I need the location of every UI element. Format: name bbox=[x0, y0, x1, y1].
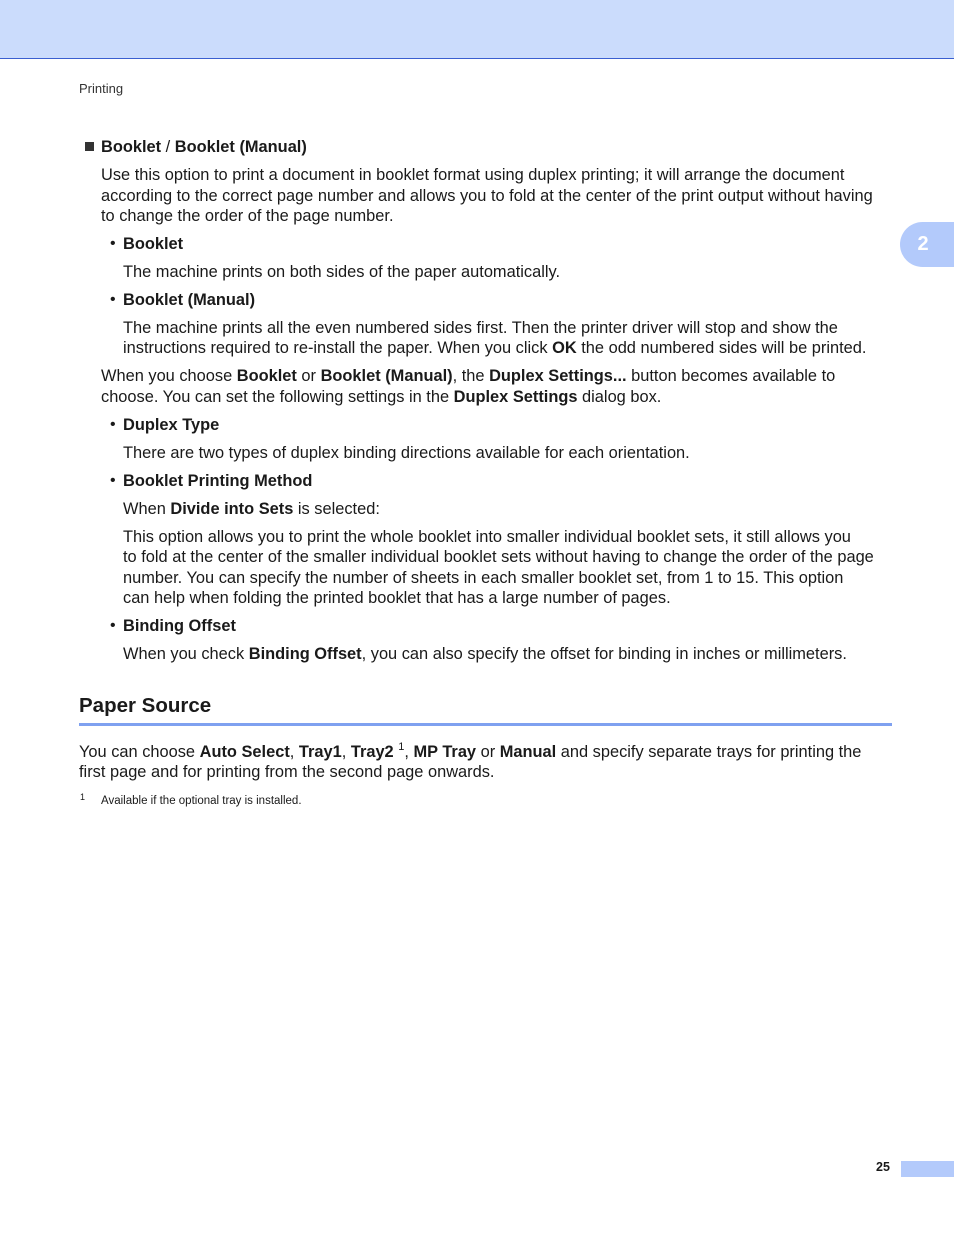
bullet-dot: • bbox=[110, 291, 116, 308]
term-mp-tray: MP Tray bbox=[413, 743, 477, 761]
item-booklet-title: Booklet bbox=[123, 235, 184, 253]
term-binding-offset: Binding Offset bbox=[248, 645, 362, 663]
text: and specify separate trays for printing the bbox=[556, 743, 862, 761]
text: When you check bbox=[123, 645, 249, 663]
duplex-type-title: Duplex Type bbox=[123, 416, 220, 434]
paper-source-line1 bbox=[79, 742, 861, 763]
term-auto-select: Auto Select bbox=[199, 743, 290, 761]
term-tray2: Tray2 bbox=[350, 743, 394, 761]
item-booklet-desc: The machine prints on both sides of the paper automatically. bbox=[123, 263, 561, 281]
item-booklet-manual-title: Booklet (Manual) bbox=[123, 291, 256, 309]
binding-offset-title: Binding Offset bbox=[123, 617, 236, 635]
section-rule bbox=[79, 723, 892, 726]
desc-text: the odd numbered sides will be printed. bbox=[576, 339, 867, 357]
term-divide-into-sets: Divide into Sets bbox=[170, 500, 294, 518]
bullet-dot: • bbox=[110, 235, 116, 252]
paper-source-line2: first page and for printing from the second page onwards. bbox=[79, 763, 495, 781]
text: or bbox=[476, 743, 500, 761]
binding-offset-desc bbox=[123, 644, 847, 665]
header-band bbox=[0, 0, 954, 59]
term-duplex-settings-button: Duplex Settings... bbox=[489, 367, 627, 385]
text: When bbox=[123, 500, 171, 518]
when-choose-line1 bbox=[101, 366, 835, 387]
chapter-number: 2 bbox=[917, 233, 929, 255]
booklet-heading-a: Booklet bbox=[101, 138, 162, 156]
bullet-dot: • bbox=[110, 416, 116, 433]
booklet-heading-sep: / bbox=[161, 138, 175, 156]
square-bullet-icon bbox=[85, 142, 94, 151]
booklet-intro-line2: according to the correct page number and allows you to fold at the center of the print output without having bbox=[101, 187, 873, 205]
section-title-paper-source: Paper Source bbox=[79, 694, 212, 717]
printing-method-desc-line4: can help when folding the printed booklet that has a large number of pages. bbox=[123, 589, 671, 607]
running-head: Printing bbox=[79, 81, 124, 96]
text: dialog box. bbox=[577, 388, 662, 406]
text: is selected: bbox=[293, 500, 380, 518]
text: You can choose bbox=[79, 743, 200, 761]
term-tray1: Tray1 bbox=[298, 743, 342, 761]
text: , you can also specify the offset for binding in inches or millimeters. bbox=[361, 645, 847, 663]
booklet-intro-line1: Use this option to print a document in booklet format using duplex printing; it will arrange the document bbox=[101, 166, 845, 184]
printing-method-desc-line1: This option allows you to print the whole booklet into smaller individual booklet sets, it still allows you bbox=[123, 528, 851, 546]
printing-method-desc-line3: number. You can specify the number of sheets in each smaller booklet set, from 1 to 15. This option bbox=[123, 569, 844, 587]
ok-label: OK bbox=[552, 339, 577, 357]
term-booklet: Booklet bbox=[236, 367, 297, 385]
printing-method-when bbox=[123, 499, 380, 520]
booklet-intro-line3: to change the order of the page number. bbox=[101, 207, 394, 225]
term-manual: Manual bbox=[499, 743, 557, 761]
printing-method-title: Booklet Printing Method bbox=[123, 472, 313, 490]
text: , bbox=[404, 743, 414, 761]
text: , the bbox=[452, 367, 490, 385]
text: , bbox=[289, 743, 299, 761]
term-duplex-settings: Duplex Settings bbox=[453, 388, 578, 406]
duplex-type-desc: There are two types of duplex binding directions available for each orientation. bbox=[123, 444, 690, 462]
page-number: 25 bbox=[876, 1160, 890, 1174]
text: choose. You can set the following settings in the bbox=[101, 388, 454, 406]
bullet-dot: • bbox=[110, 472, 116, 489]
page-number-tab bbox=[901, 1161, 954, 1177]
booklet-heading bbox=[101, 137, 307, 158]
footnote-text: Available if the optional tray is installed. bbox=[101, 795, 302, 807]
printing-method-desc-line2: to fold at the center of the smaller individual booklet sets without having to change the order of the page bbox=[123, 548, 874, 566]
text: , bbox=[341, 743, 351, 761]
text: When you choose bbox=[101, 367, 237, 385]
footnote-ref: 1 bbox=[398, 741, 405, 753]
term-booklet-manual: Booklet (Manual) bbox=[320, 367, 453, 385]
chapter-tab bbox=[900, 222, 954, 267]
text: button becomes available to bbox=[626, 367, 836, 385]
when-choose-line2 bbox=[101, 387, 661, 408]
footnote-mark: 1 bbox=[80, 792, 86, 802]
text: or bbox=[296, 367, 321, 385]
booklet-heading-b: Booklet (Manual) bbox=[174, 138, 307, 156]
desc-text: instructions required to re-install the paper. When you click bbox=[123, 339, 553, 357]
item-booklet-manual-desc-line1: The machine prints all the even numbered sides first. Then the printer driver will stop and show the bbox=[123, 319, 838, 337]
bullet-dot: • bbox=[110, 617, 116, 634]
item-booklet-manual-desc-line2 bbox=[123, 338, 866, 359]
